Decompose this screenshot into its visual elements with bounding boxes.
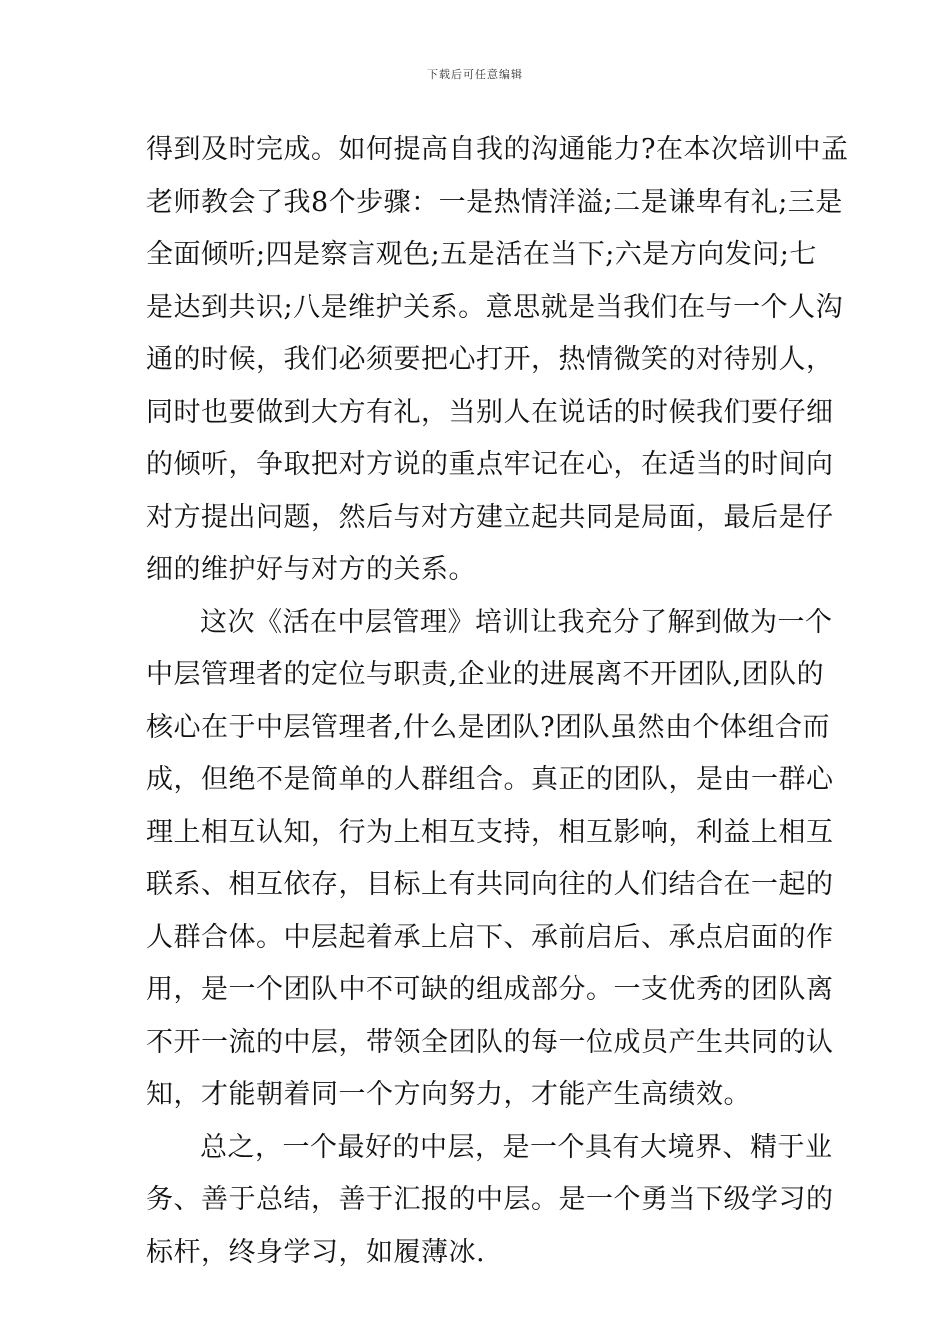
text-line: 细的维护好与对方的关系。: [146, 554, 476, 585]
text-line: 知，才能朝着同一个方向努力，才能产生高绩效。: [146, 1079, 751, 1110]
text-line: 理上相互认知，行为上相互支持，相互影响，利益上相互: [146, 816, 834, 848]
text-line: 全面倾听;四是察言观色;五是活在当下;六是方向发问;七: [146, 239, 817, 270]
paragraph-1: [146, 124, 849, 597]
text-line: 联系、相互依存，目标上有共同向往的人们结合在一起的: [146, 869, 834, 900]
text-line: 通的时候，我们必须要把心打开，热情微笑的对待别人，: [146, 344, 834, 375]
text-line: 的倾听，争取把对方说的重点牢记在心，在适当的时间向: [146, 449, 834, 480]
text-line: 老师教会了我8个步骤：一是热情洋溢;二是谦卑有礼;三是: [146, 186, 843, 218]
text-line: 中层管理者的定位与职责,企业的进展离不开团队,团队的: [146, 659, 825, 690]
text-line: 人群合体。中层起着承上启下、承前启后、承点启面的作: [146, 921, 834, 953]
text-line: 得到及时完成。如何提高自我的沟通能力?在本次培训中孟: [146, 134, 849, 165]
page-header: 下载后可任意编辑: [427, 68, 523, 81]
text-line: 核心在于中层管理者,什么是团队?团队虽然由个体组合而: [146, 711, 831, 743]
text-line: 同时也要做到大方有礼，当别人在说话的时候我们要仔细: [146, 396, 834, 428]
paragraph-2: [146, 597, 834, 1122]
text-line: 务、善于总结，善于汇报的中层。是一个勇当下级学习的: [146, 1184, 834, 1215]
paragraph-3: [146, 1122, 834, 1280]
text-line: 不开一流的中层，带领全团队的每一位成员产生共同的认: [146, 1026, 834, 1058]
text-line: 是达到共识;八是维护关系。意思就是当我们在与一个人沟: [146, 291, 844, 323]
text-line: 这次《活在中层管理》培训让我充分了解到做为一个: [200, 606, 833, 638]
text-line: 成，但绝不是简单的人群组合。真正的团队，是由一群心: [146, 764, 834, 795]
text-line: 总之，一个最好的中层，是一个具有大境界、精于业: [200, 1131, 833, 1163]
text-line: 用，是一个团队中不可缺的组成部分。一支优秀的团队离: [146, 974, 834, 1005]
text-line: 对方提出问题，然后与对方建立起共同是局面，最后是仔: [146, 501, 834, 533]
document-body: [146, 124, 849, 1279]
text-line: 标杆，终身学习，如履薄冰.: [146, 1236, 486, 1268]
